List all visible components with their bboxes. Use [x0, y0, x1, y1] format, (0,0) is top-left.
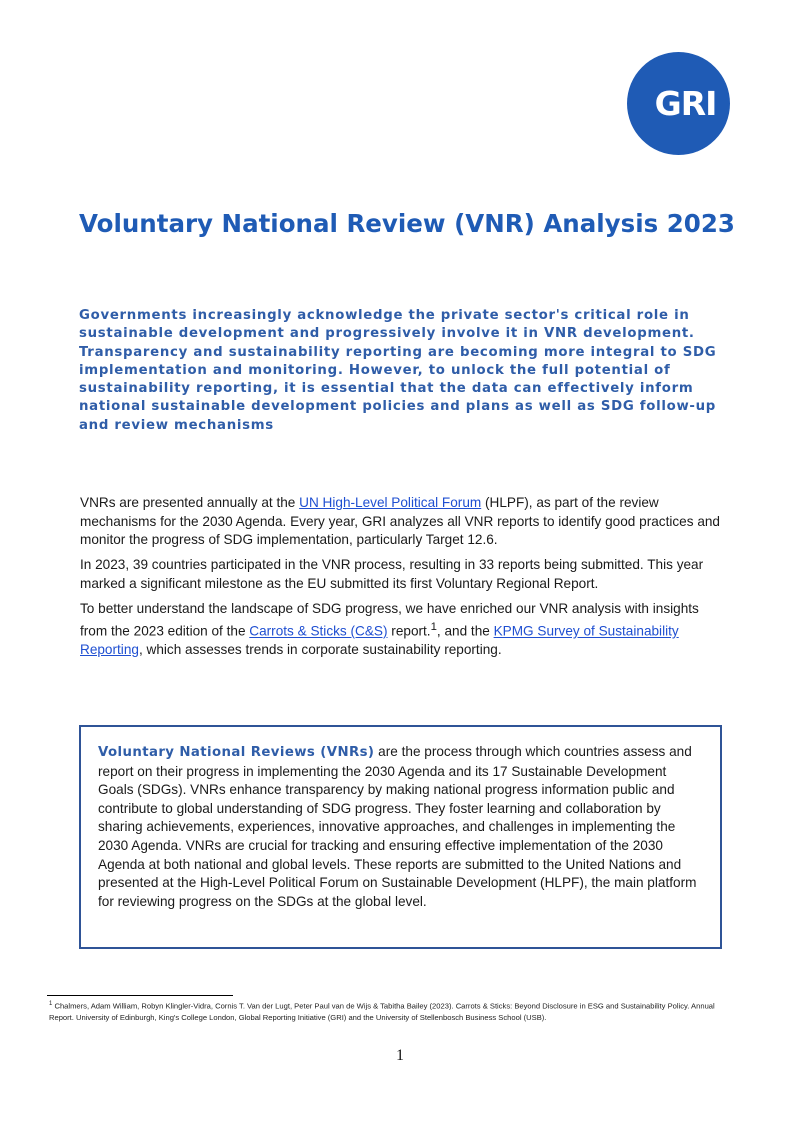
footnote-text: Chalmers, Adam William, Robyn Klingler-Vidra, Cornis T. Van der Lugt, Peter Paul van de Wijs & Tabitha Bailey (2023). Carrots & Sticks: Beyond Disclosure in ESG and Sustainability Policy. Annual Report. University of Edinburgh, King's College London, Global Reporting Initiative (GRI) and the University of Stellenbosch Business School (USB).	[49, 1001, 715, 1022]
footnote	[49, 999, 729, 1023]
p3-text-mid2: , and the	[436, 623, 494, 639]
page-title: Voluntary National Review (VNR) Analysis 2023	[79, 209, 735, 238]
page-number: 1	[396, 1047, 404, 1064]
footnote-number: 1	[49, 1001, 53, 1007]
p3-text-after: , which assesses trends in corporate sustainability reporting.	[138, 642, 502, 658]
gri-logo-text: GRI	[654, 84, 717, 123]
p3-text-mid1: report.	[387, 623, 431, 639]
p1-text-after: (HLPF), as part of the review mechanisms for the 2030 Agenda. Every year, GRI analyzes all VNR reports to identify good practices and monitor the progress of SDG implementation, particularly Target 12.6.	[80, 495, 720, 547]
body-paragraph-3	[80, 600, 720, 660]
body-paragraph-1	[80, 494, 720, 550]
lead-paragraph: Governments increasingly acknowledge the private sector's critical role in sustainable development and progressively involve it in VNR development. Transparency and sustainability reporting are becoming more integral to SDG implementation and monitoring. However, to unlock the full potential of sustainability reporting, it is essential that the data can effectively inform national sustainable development policies and plans as well as SDG follow-up and review mechanisms	[79, 308, 717, 433]
kpmg-survey-link[interactable]: KPMG Survey of Sustainability Reporting	[80, 623, 679, 658]
carrots-sticks-link[interactable]: Carrots & Sticks (C&S)	[249, 623, 388, 639]
body-text	[80, 494, 720, 666]
p1-text-before: VNRs are presented annually at the	[80, 495, 300, 510]
vnr-definition-box	[79, 725, 722, 949]
footnote-divider	[47, 995, 233, 996]
hlpf-link[interactable]: UN High-Level Political Forum	[299, 495, 482, 510]
p3-text-before: To better understand the landscape of SDG progress, we have enriched our VNR analysis with insights from the 2023 edition of the	[80, 600, 699, 639]
gri-logo	[627, 52, 730, 155]
vnr-definition-text: are the process through which countries assess and report on their progress in implementing the 2030 Agenda and its 17 Sustainable Development Goals (SDGs). VNRs enhance transparency by making national progress information public and contribute to global understanding of SDG progress. They foster learning and collaboration by sharing achievements, experiences, innovative approaches, and challenges in implementing the 2030 Agenda. VNRs are crucial for tracking and ensuring effective implementation of the 2030 Agenda at both national and global levels. These reports are submitted to the United Nations and presented at the High-Level Political Forum on Sustainable Development (HLPF), the main platform for reviewing progress on the SDGs at the global level.	[98, 744, 697, 909]
body-paragraph-2: In 2023, 39 countries participated in the VNR process, resulting in 33 reports being submitted. This year marked a significant milestone as the EU submitted its first Voluntary Regional Report.	[80, 557, 704, 591]
vnr-term: Voluntary National Reviews (VNRs)	[98, 745, 375, 760]
footnote-ref: 1	[430, 621, 437, 633]
